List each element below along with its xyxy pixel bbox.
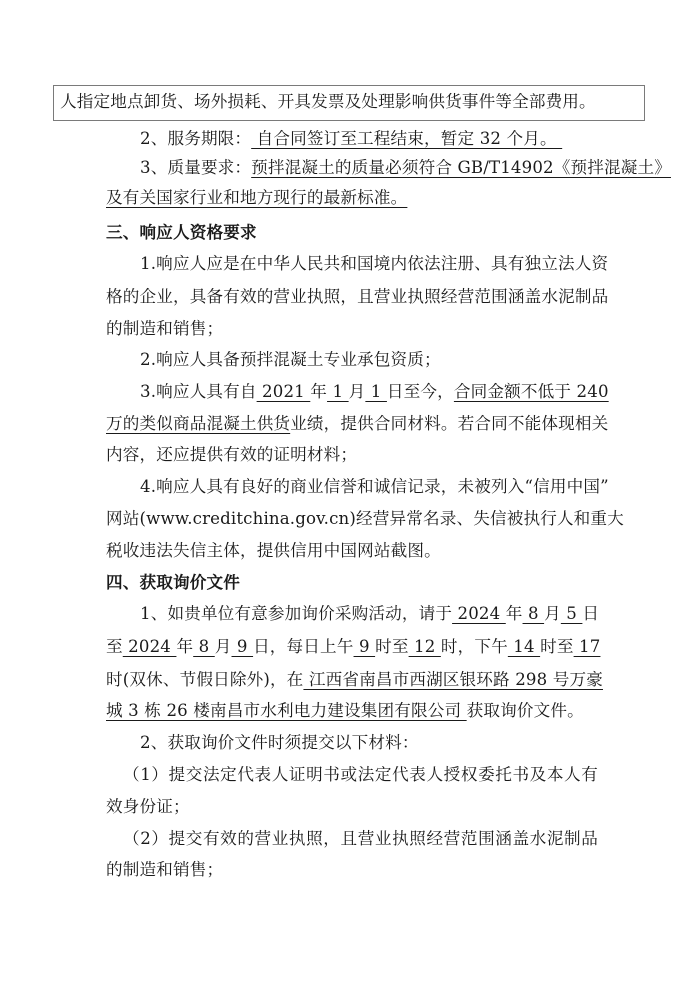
qualification-4-line-1: 4.响应人具有良好的商业信誉和诚信记录，未被列入“信用中国” bbox=[140, 477, 609, 496]
q3-month-unit: 月 bbox=[348, 382, 366, 401]
q3-day-unit: 日至今， bbox=[386, 382, 454, 401]
quality-line-1 bbox=[140, 157, 671, 179]
acquisition-2-sub2-line-2: 的制造和销售； bbox=[106, 860, 224, 879]
section-3-heading: 三、响应人资格要求 bbox=[106, 222, 257, 242]
qualification-2: 2.响应人具备预拌混凝土专业承包资质； bbox=[140, 350, 441, 369]
a1-pm-prefix: 时，下午 bbox=[440, 637, 508, 656]
qualification-1-line-2: 格的企业，具备有效的营业执照，且营业执照经营范围涵盖水泥制品 bbox=[106, 287, 609, 306]
qualification-3-line-3: 内容，还应提供有效的证明材料； bbox=[106, 445, 358, 464]
acquisition-1-line-1 bbox=[140, 603, 598, 625]
acquisition-2-sub2-line-1: （2）提交有效的营业执照，且营业执照经营范围涵盖水泥制品 bbox=[123, 829, 598, 848]
a1-address-part2: 城 3 栋 26 楼南昌市水利电力建设集团有限公司 bbox=[106, 701, 467, 720]
a1-end-day-unit: 日，每日上午 bbox=[253, 637, 354, 656]
quality-value-2: 及有关国家行业和地方现行的最新标准。 bbox=[106, 188, 408, 207]
a1-prefix: 1、如贵单位有意参加询价采购活动，请于 bbox=[140, 604, 453, 623]
q3-line2-rest: 业绩，提供合同材料。若合同不能体现相关 bbox=[290, 414, 609, 433]
a1-start-day: 5 bbox=[560, 604, 583, 623]
a1-to: 至 bbox=[106, 637, 123, 656]
a1-line3-prefix: 时(双休、节假日除外)，在 bbox=[106, 670, 304, 689]
quality-line-2 bbox=[106, 187, 598, 209]
a1-address-part1: 江西省南昌市西湖区银环路 298 号万豪 bbox=[303, 670, 603, 689]
quality-label: 3、质量要求： bbox=[140, 158, 252, 177]
q3-amount-part1: 合同金额不低于 240 bbox=[453, 382, 609, 401]
qualification-3-line-1 bbox=[140, 381, 609, 403]
q3-month: 1 bbox=[327, 382, 349, 401]
a1-am-mid: 时至 bbox=[375, 637, 409, 656]
quality-value-1: 预拌混凝土的质量必须符合 GB/T14902《预拌混凝土》 bbox=[251, 158, 671, 177]
acquisition-1-line-2 bbox=[106, 636, 601, 658]
a1-am-end: 12 bbox=[408, 637, 441, 656]
a1-start-year-unit: 年 bbox=[505, 604, 523, 623]
service-period-line bbox=[140, 128, 598, 150]
q3-year-unit: 年 bbox=[310, 382, 328, 401]
qualification-4-line-2: 网站(www.creditchina.gov.cn)经营异常名录、失信被执行人和重大 bbox=[106, 509, 624, 528]
a1-pm-mid: 时至 bbox=[540, 637, 574, 656]
qualification-3-line-2 bbox=[106, 413, 609, 435]
a1-end-year: 2024 bbox=[122, 637, 177, 656]
a1-am-start: 9 bbox=[353, 637, 376, 656]
q3-year: 2021 bbox=[256, 382, 311, 401]
a1-end-month-unit: 月 bbox=[214, 637, 232, 656]
a1-end-year-unit: 年 bbox=[176, 637, 194, 656]
qualification-1-line-3: 的制造和销售； bbox=[106, 319, 224, 338]
acquisition-2-sub1-line-2: 效身份证； bbox=[106, 797, 190, 816]
acquisition-2-intro: 2、获取询价文件时须提交以下材料： bbox=[140, 733, 419, 752]
a1-start-month-unit: 月 bbox=[544, 604, 561, 623]
acquisition-1-line-3 bbox=[106, 669, 603, 691]
qualification-1-line-1: 1.响应人应是在中华人民共和国境内依法注册、具有独立法人资 bbox=[140, 254, 609, 273]
a1-start-year: 2024 bbox=[452, 604, 506, 623]
q3-amount-part2: 万的类似商品混凝土供货 bbox=[106, 414, 291, 433]
a1-suffix: 获取询价文件。 bbox=[466, 701, 584, 720]
service-period-label: 2、服务期限： bbox=[140, 129, 252, 148]
a1-start-month: 8 bbox=[522, 604, 545, 623]
a1-end-month: 8 bbox=[193, 637, 215, 656]
a1-start-day-unit: 日 bbox=[582, 604, 600, 623]
boxed-continuation-text: 人指定地点卸货、场外损耗、开具发票及处理影响供货事件等全部费用。 bbox=[60, 92, 596, 111]
q3-day: 1 bbox=[365, 382, 387, 401]
service-period-value: 自合同签订至工程结束，暂定 32 个月。 bbox=[251, 129, 563, 148]
a1-pm-end: 17 bbox=[573, 637, 601, 656]
acquisition-1-line-4 bbox=[106, 700, 598, 722]
q3-prefix: 3.响应人具有自 bbox=[140, 382, 257, 401]
acquisition-2-sub1-line-1: （1）提交法定代表人证明书或法定代表人授权委托书及本人有 bbox=[123, 765, 598, 784]
a1-pm-start: 14 bbox=[507, 637, 541, 656]
qualification-4-line-3: 税收违法失信主体，提供信用中国网站截图。 bbox=[106, 541, 441, 560]
section-4-heading: 四、获取询价文件 bbox=[106, 572, 240, 592]
a1-end-day: 9 bbox=[231, 637, 254, 656]
